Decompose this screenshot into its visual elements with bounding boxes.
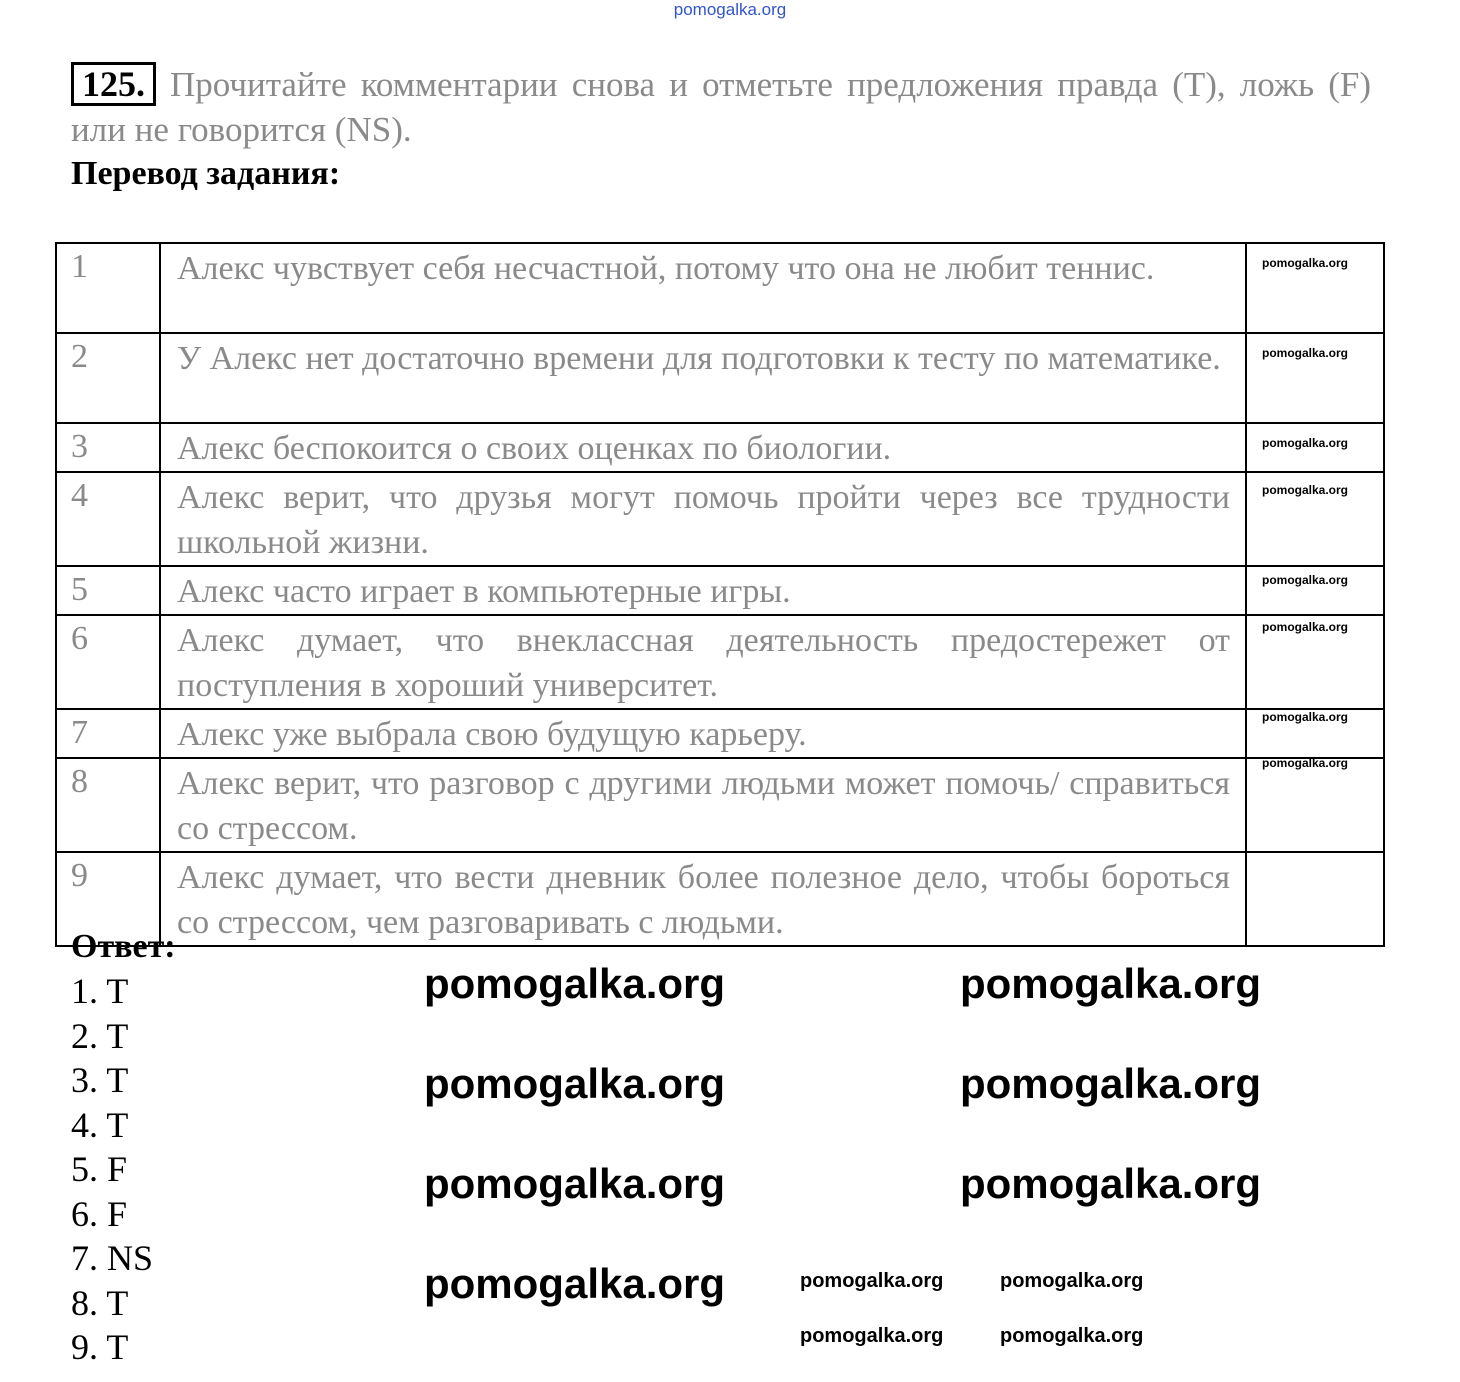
answer-cell bbox=[1246, 852, 1384, 946]
answer-item: 6. F bbox=[71, 1193, 128, 1234]
task-number: 125. bbox=[71, 62, 156, 106]
statement-text: Алекс верит, что друзья могут помочь пройти через все трудности школьной жизни. bbox=[160, 472, 1246, 566]
answer-item: 1. T bbox=[71, 971, 129, 1011]
row-number: 4 bbox=[56, 472, 160, 566]
statement-text: Алекс беспокоится о своих оценках по биологии. bbox=[160, 423, 1246, 472]
translation-heading: Перевод задания: bbox=[71, 155, 341, 192]
watermark: pomogalka.org bbox=[424, 1160, 726, 1207]
answer-cell bbox=[1246, 758, 1384, 852]
answer-item: 9. T bbox=[71, 1327, 129, 1367]
statement-text: Алекс часто играет в компьютерные игры. bbox=[160, 566, 1246, 615]
row-number: 6 bbox=[56, 615, 160, 709]
table-row bbox=[56, 423, 1384, 472]
watermark: pomogalka.org bbox=[424, 1260, 726, 1307]
watermark: pomogalka.org bbox=[1262, 436, 1349, 450]
watermark: pomogalka.org bbox=[1000, 1325, 1144, 1347]
watermark: pomogalka.org bbox=[1262, 756, 1349, 770]
table-row bbox=[56, 709, 1384, 758]
table-row bbox=[56, 333, 1384, 423]
task-instruction bbox=[71, 62, 1371, 152]
row-number: 1 bbox=[56, 243, 160, 333]
answer-item: 2. T bbox=[71, 1015, 129, 1056]
table-row bbox=[56, 615, 1384, 709]
row-number: 2 bbox=[56, 333, 160, 423]
watermark: pomogalka.org bbox=[424, 1060, 726, 1107]
statement-text: Алекс верит, что разговор с другими людьми может помочь/ справиться со стрессом. bbox=[160, 758, 1246, 852]
task-instruction-text: Прочитайте комментарии снова и отметьте предложения правда (T), ложь (F) или не говорится (NS). bbox=[71, 65, 1371, 149]
watermark: pomogalka.org bbox=[1262, 346, 1349, 360]
site-header-link[interactable]: pomogalka.org bbox=[673, 0, 787, 19]
watermark: pomogalka.org bbox=[800, 1270, 944, 1292]
statement-text: Алекс думает, что внеклассная деятельность предостережет от поступления в хороший университет. bbox=[160, 615, 1246, 709]
watermark: pomogalka.org bbox=[960, 1160, 1262, 1207]
row-number: 3 bbox=[56, 423, 160, 472]
table-row bbox=[56, 758, 1384, 852]
watermark: pomogalka.org bbox=[1262, 573, 1349, 587]
answer-item: 5. F bbox=[71, 1149, 128, 1189]
statement-text: Алекс уже выбрала свою будущую карьеру. bbox=[160, 709, 1246, 758]
answer-item: 8. T bbox=[71, 1282, 129, 1323]
watermark: pomogalka.org bbox=[1262, 620, 1349, 634]
row-number: 9 bbox=[56, 852, 160, 946]
watermark: pomogalka.org bbox=[1262, 710, 1349, 724]
table-row bbox=[56, 566, 1384, 615]
row-number: 5 bbox=[56, 566, 160, 615]
table-row bbox=[56, 472, 1384, 566]
watermark: pomogalka.org bbox=[960, 1060, 1262, 1107]
answer-item: 4. T bbox=[71, 1104, 129, 1145]
statement-text: Алекс думает, что вести дневник более полезное дело, чтобы бороться со стрессом, чем разговаривать с людьми. bbox=[160, 852, 1246, 946]
table-row bbox=[56, 243, 1384, 333]
watermark: pomogalka.org bbox=[424, 960, 726, 1007]
answer-item: 3. T bbox=[71, 1060, 129, 1100]
watermark: pomogalka.org bbox=[1262, 256, 1349, 270]
watermark: pomogalka.org bbox=[960, 960, 1262, 1007]
answer-heading: Ответ: bbox=[71, 928, 176, 965]
statements-table bbox=[55, 242, 1385, 947]
row-number: 7 bbox=[56, 709, 160, 758]
table-row bbox=[56, 852, 1384, 946]
watermark: pomogalka.org bbox=[1000, 1270, 1144, 1292]
statement-text: Алекс чувствует себя несчастной, потому что она не любит теннис. bbox=[160, 243, 1246, 333]
answer-item: 7. NS bbox=[71, 1238, 154, 1278]
watermark: pomogalka.org bbox=[1262, 483, 1349, 497]
row-number: 8 bbox=[56, 758, 160, 852]
statement-text: У Алекс нет достаточно времени для подготовки к тесту по математике. bbox=[160, 333, 1246, 423]
watermark: pomogalka.org bbox=[800, 1325, 944, 1347]
